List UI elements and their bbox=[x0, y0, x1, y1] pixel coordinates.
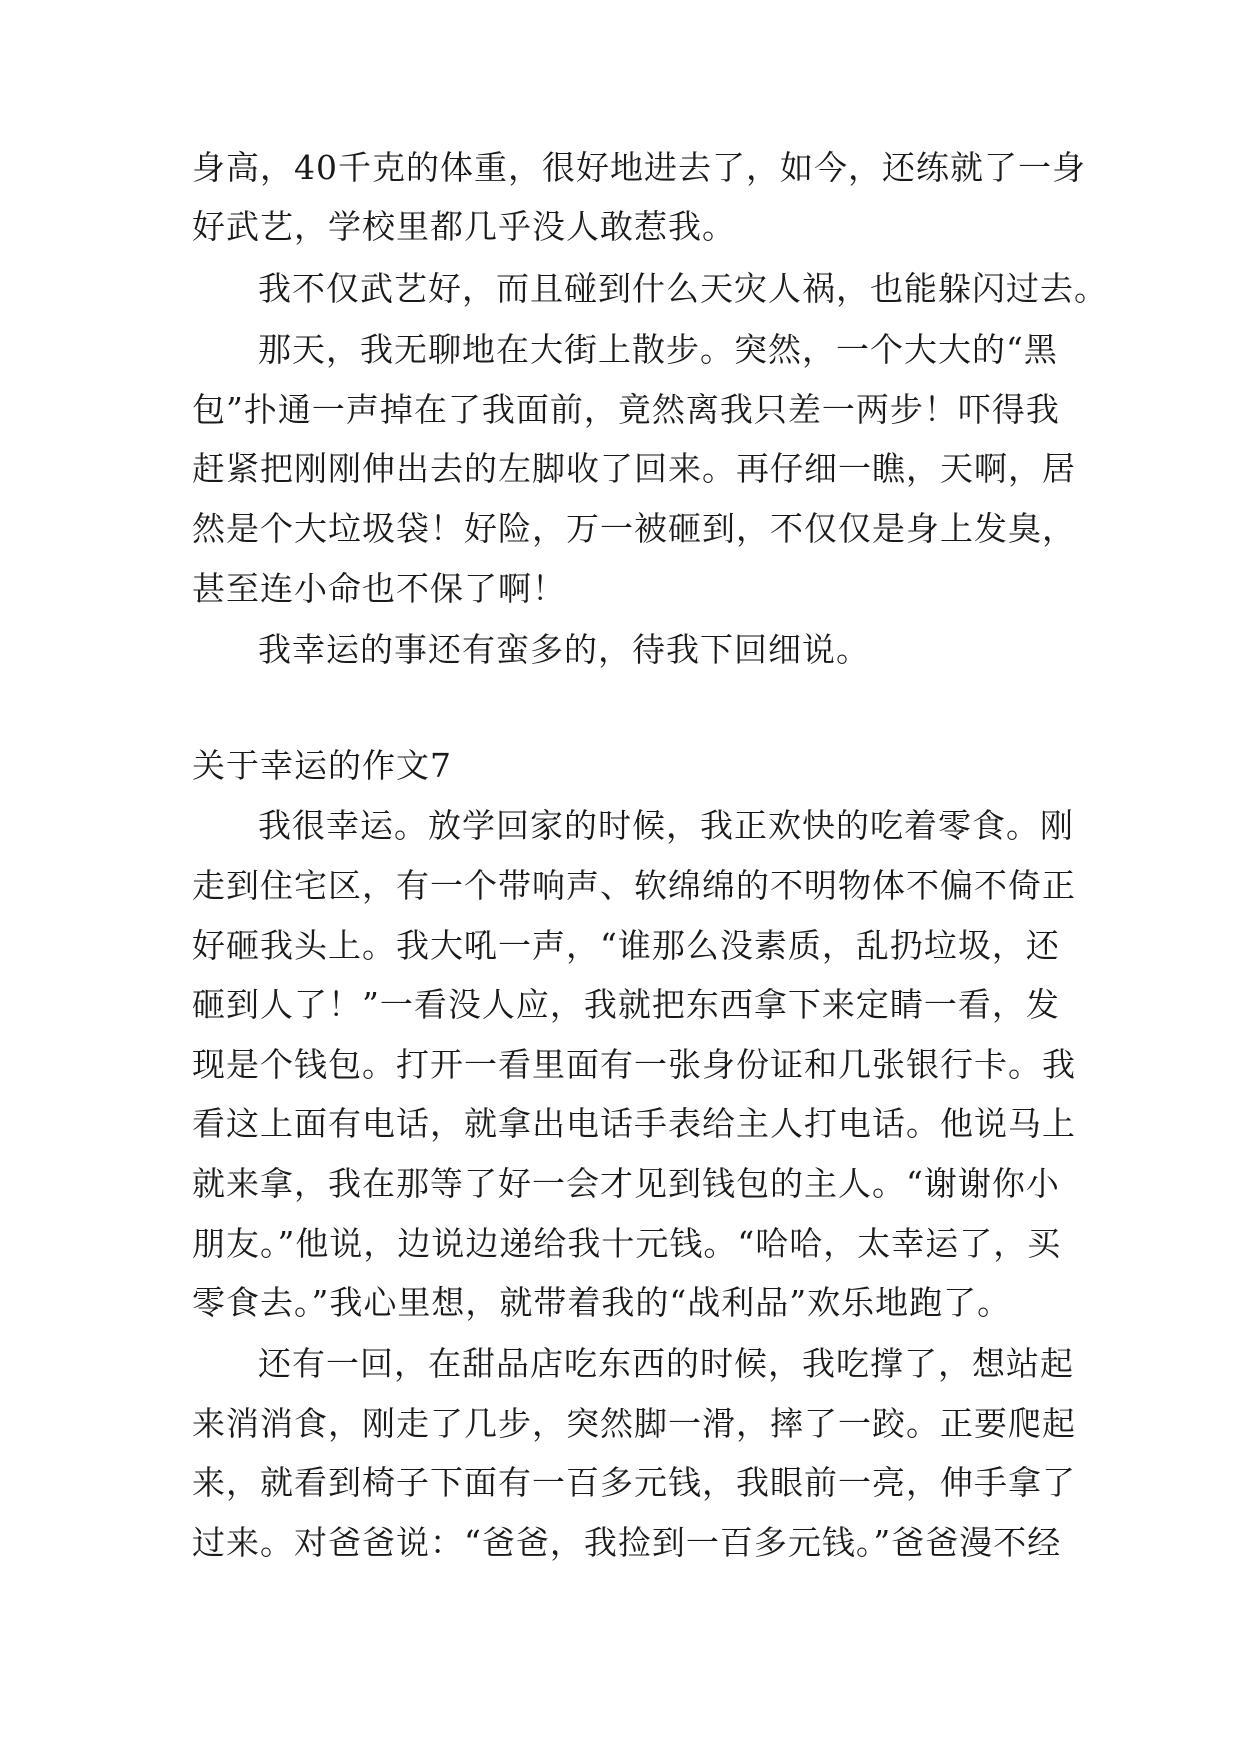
paragraph-line: 来，就看到椅子下面有一百多元钱，我眼前一亮，伸手拿了 bbox=[192, 1463, 1076, 1502]
paragraph-line: 好砸我头上。我大吼一声，“谁那么没素质，乱扔垃圾，还 bbox=[192, 926, 1060, 965]
paragraph-line: 来消消食，刚走了几步，突然脚一滑，摔了一跤。正要爬起 bbox=[192, 1404, 1076, 1443]
paragraph-line: 就来拿，我在那等了好一会才见到钱包的主人。“谢谢你小 bbox=[192, 1164, 1060, 1203]
paragraph-line: 我很幸运。放学回家的时候，我正欢快的吃着零食。刚 bbox=[258, 806, 1074, 845]
section-heading: 关于幸运的作文7 bbox=[192, 746, 452, 785]
paragraph-line: 甚至连小命也不保了啊！ bbox=[192, 569, 566, 608]
paragraph-line: 我不仅武艺好，而且碰到什么天灾人祸，也能躲闪过去。 bbox=[258, 269, 1108, 308]
paragraph-line: 身高，40千克的体重，很好地进去了，如今，还练就了一身 bbox=[192, 148, 1086, 187]
paragraph-line: 包”扑通一声掉在了我面前，竟然离我只差一两步！吓得我 bbox=[192, 390, 1060, 429]
paragraph-line: 好武艺，学校里都几乎没人敢惹我。 bbox=[192, 207, 736, 246]
paragraph-line: 还有一回，在甜品店吃东西的时候，我吃撑了，想站起 bbox=[258, 1344, 1074, 1383]
paragraph-line: 我幸运的事还有蛮多的，待我下回细说。 bbox=[258, 630, 870, 669]
paragraph-line: 过来。对爸爸说：“爸爸，我捡到一百多元钱。”爸爸漫不经 bbox=[192, 1523, 1062, 1562]
paragraph-line: 然是个大垃圾袋！好险，万一被砸到，不仅仅是身上发臭， bbox=[192, 509, 1076, 548]
paragraph-line: 走到住宅区，有一个带响声、软绵绵的不明物体不偏不倚正 bbox=[192, 866, 1076, 905]
paragraph-line: 看这上面有电话，就拿出电话手表给主人打电话。他说马上 bbox=[192, 1104, 1076, 1143]
paragraph-line: 朋友。”他说，边说边递给我十元钱。“哈哈，太幸运了，买 bbox=[192, 1224, 1062, 1263]
paragraph-line: 那天，我无聊地在大街上散步。突然，一个大大的“黑 bbox=[258, 330, 1058, 369]
paragraph-line: 现是个钱包。打开一看里面有一张身份证和几张银行卡。我 bbox=[192, 1045, 1076, 1084]
paragraph-line: 零食去。”我心里想，就带着我的“战利品”欢乐地跑了。 bbox=[192, 1283, 1012, 1322]
paragraph-line: 砸到人了！”一看没人应，我就把东西拿下来定睛一看，发 bbox=[192, 985, 1060, 1024]
paragraph-line: 赶紧把刚刚伸出去的左脚收了回来。再仔细一瞧，天啊，居 bbox=[192, 449, 1076, 488]
